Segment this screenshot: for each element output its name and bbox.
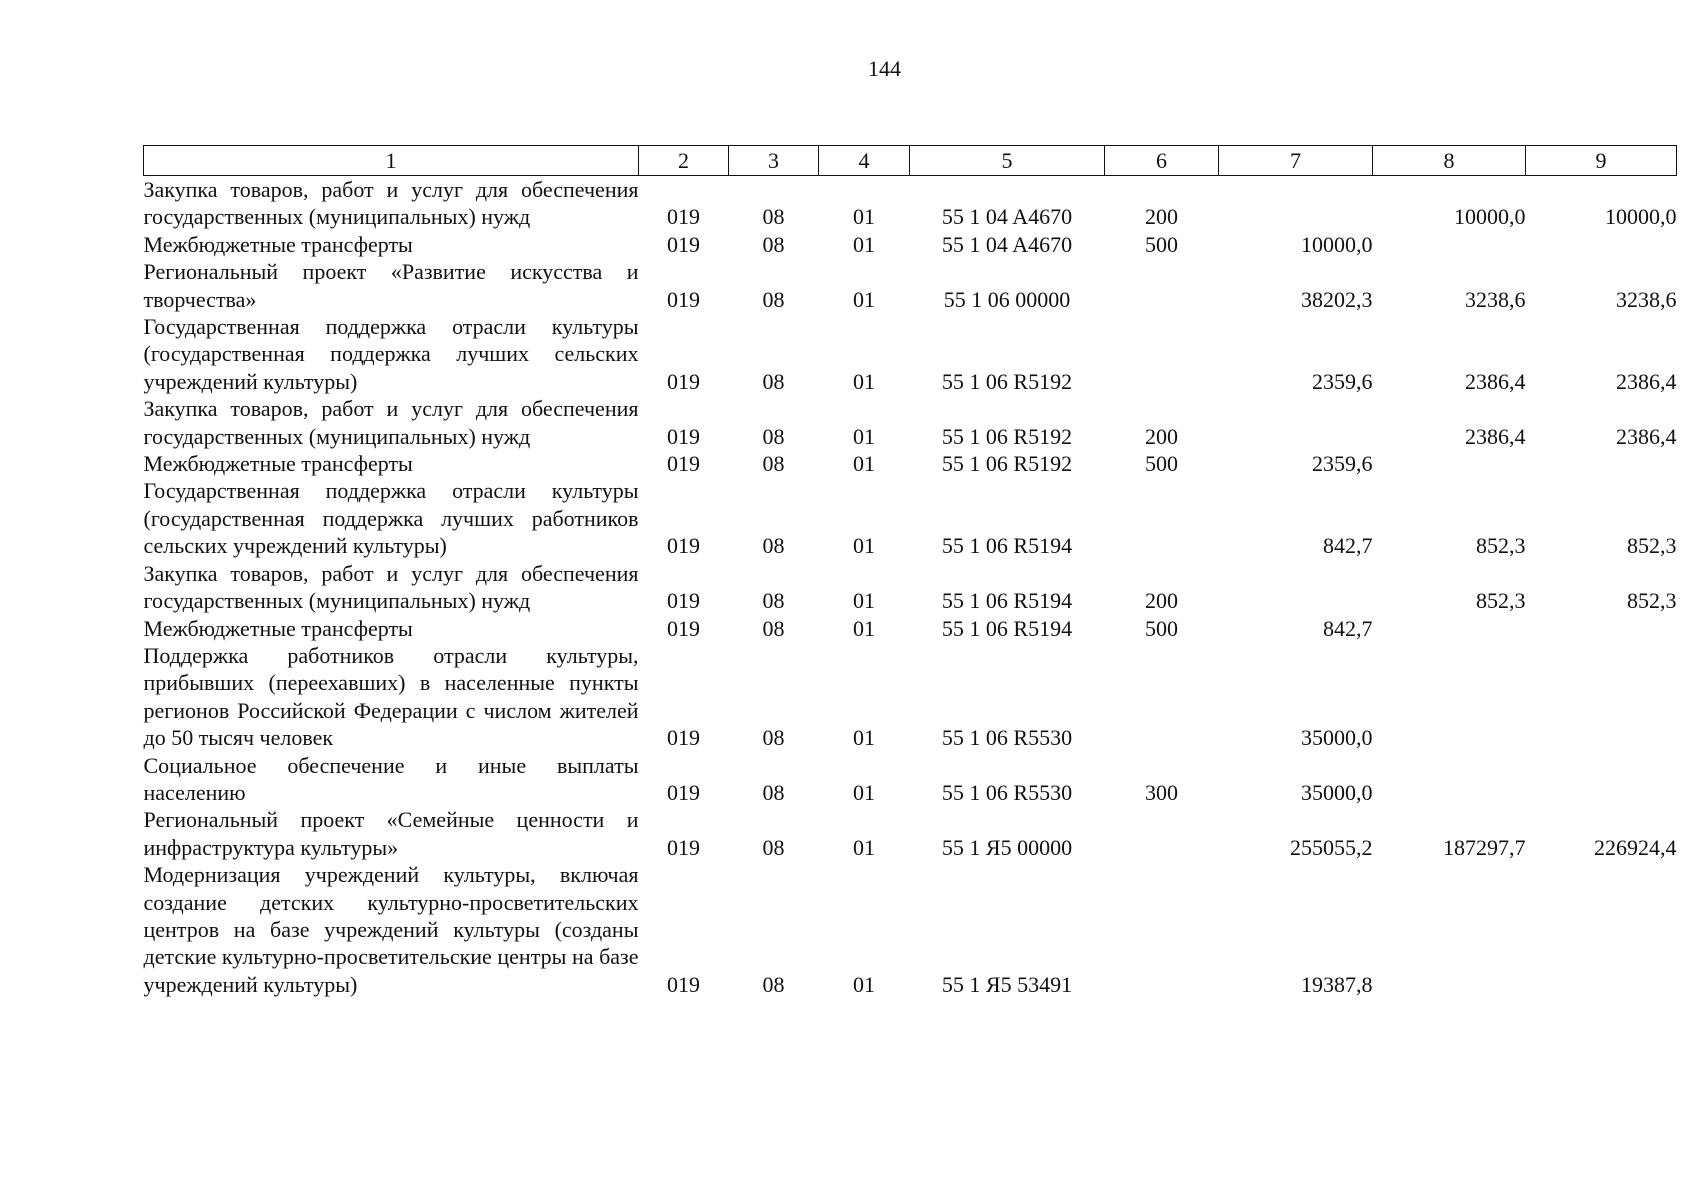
amount-col9 [1526, 615, 1677, 642]
amount-col8 [1373, 231, 1526, 258]
amount-col7: 2359,6 [1312, 451, 1373, 477]
budget-table [143, 145, 1677, 998]
ministry-code: 019 [667, 971, 700, 997]
amount-col7: 842,7 [1323, 533, 1373, 559]
expense-type-code [1105, 477, 1219, 559]
column-header: 2 [639, 146, 729, 176]
target-code: 55 1 Я5 00000 [941, 834, 1073, 860]
amount-col8: 852,3 [1476, 533, 1526, 559]
table-row [144, 395, 1677, 450]
amount-col9 [1526, 450, 1677, 477]
amount-col9 [1526, 861, 1677, 998]
target-code: 55 1 04 A4670 [941, 231, 1073, 257]
amount-col8: 3238,6 [1465, 286, 1526, 312]
subsection-code: 01 [853, 779, 875, 805]
header-row [144, 146, 1677, 176]
section-code: 08 [762, 779, 785, 805]
row-description: Модернизация учреждений культуры, включая создание детских культурно-просветительских центров на базе учреждений культуры (созданы детские культурно-просветительские центры на базе учреждений культуры) [143, 862, 639, 997]
ministry-code: 019 [667, 423, 700, 449]
table-row [144, 806, 1677, 861]
amount-col7 [1219, 176, 1373, 231]
subsection-code: 01 [853, 588, 875, 614]
column-header: 5 [910, 146, 1105, 176]
section-code: 08 [762, 231, 785, 257]
subsection-code: 01 [853, 533, 875, 559]
amount-col8: 2386,4 [1465, 368, 1526, 394]
ministry-code: 019 [667, 533, 700, 559]
row-description: Государственная поддержка отрасли культуры (государственная поддержка лучших сельских учреждений культуры) [143, 314, 639, 394]
row-description: Закупка товаров, работ и услуг для обеспечения государственных (муниципальных) нужд [143, 396, 639, 449]
column-header: 6 [1105, 146, 1219, 176]
row-description: Межбюджетные трансферты [143, 615, 413, 641]
amount-col8 [1373, 615, 1526, 642]
amount-col7: 10000,0 [1301, 231, 1373, 257]
column-header: 1 [144, 146, 639, 176]
target-code: 55 1 06 R5530 [941, 779, 1073, 805]
row-description: Закупка товаров, работ и услуг для обеспечения государственных (муниципальных) нужд [143, 177, 639, 230]
amount-col9 [1526, 642, 1677, 752]
expense-type-code [1105, 806, 1219, 861]
target-code: 55 1 06 R5194 [941, 615, 1073, 641]
amount-col7: 19387,8 [1301, 971, 1373, 997]
ministry-code: 019 [667, 588, 700, 614]
amount-col9 [1526, 752, 1677, 807]
expense-type-code: 200 [1145, 423, 1178, 449]
amount-col9: 2386,4 [1616, 368, 1677, 394]
section-code: 08 [762, 834, 785, 860]
amount-col9: 2386,4 [1616, 423, 1677, 449]
section-code: 08 [762, 423, 785, 449]
amount-col8 [1373, 450, 1526, 477]
page-number: 144 [868, 56, 901, 81]
ministry-code: 019 [667, 834, 700, 860]
section-code: 08 [762, 971, 785, 997]
row-description: Региональный проект «Развитие искусства и творчества» [143, 259, 639, 312]
row-description: Поддержка работников отрасли культуры, прибывших (переехавших) в населенные пункты регионов Российской Федерации с числом жителей до 50 тысяч человек [143, 642, 639, 751]
amount-col9: 852,3 [1627, 533, 1677, 559]
subsection-code: 01 [853, 615, 875, 641]
section-code: 08 [762, 451, 785, 477]
subsection-code: 01 [853, 834, 875, 860]
target-code: 55 1 06 R5192 [941, 423, 1073, 449]
row-description: Межбюджетные трансферты [143, 231, 413, 257]
section-code: 08 [762, 368, 785, 394]
amount-col9: 852,3 [1627, 588, 1677, 614]
amount-col7: 35000,0 [1301, 779, 1373, 805]
column-header: 7 [1219, 146, 1373, 176]
column-header: 8 [1373, 146, 1526, 176]
ministry-code: 019 [667, 286, 700, 312]
target-code: 55 1 06 R5194 [941, 533, 1073, 559]
table-row [144, 477, 1677, 559]
expense-type-code: 500 [1145, 231, 1178, 257]
column-header: 9 [1526, 146, 1677, 176]
target-code: 55 1 Я5 53491 [941, 971, 1073, 997]
subsection-code: 01 [853, 204, 875, 230]
table-row [144, 231, 1677, 258]
ministry-code: 019 [667, 231, 700, 257]
amount-col8 [1373, 642, 1526, 752]
section-code: 08 [762, 286, 785, 312]
target-code: 55 1 06 R5194 [941, 588, 1073, 614]
amount-col8: 852,3 [1476, 588, 1526, 614]
amount-col9: 226924,4 [1594, 834, 1677, 860]
ministry-code: 019 [667, 779, 700, 805]
expense-type-code [1105, 861, 1219, 998]
expense-type-code [1105, 642, 1219, 752]
expense-type-code: 200 [1145, 588, 1178, 614]
row-description: Региональный проект «Семейные ценности и инфраструктура культуры» [143, 807, 639, 860]
table-row [144, 560, 1677, 615]
expense-type-code [1105, 313, 1219, 395]
ministry-code: 019 [667, 615, 700, 641]
subsection-code: 01 [853, 423, 875, 449]
amount-col7 [1219, 395, 1373, 450]
column-header: 3 [729, 146, 819, 176]
column-header: 4 [819, 146, 910, 176]
amount-col7: 35000,0 [1301, 725, 1373, 751]
ministry-code: 019 [667, 204, 700, 230]
table-row [144, 615, 1677, 642]
section-code: 08 [762, 725, 785, 751]
subsection-code: 01 [853, 286, 875, 312]
expense-type-code: 300 [1145, 779, 1178, 805]
section-code: 08 [762, 204, 785, 230]
target-code: 55 1 06 00000 [943, 286, 1071, 312]
row-description: Закупка товаров, работ и услуг для обеспечения государственных (муниципальных) нужд [143, 560, 639, 614]
section-code: 08 [762, 533, 785, 559]
table-row [144, 450, 1677, 477]
table-row [144, 861, 1677, 998]
amount-col9: 3238,6 [1616, 286, 1677, 312]
subsection-code: 01 [853, 725, 875, 751]
amount-col8: 187297,7 [1443, 834, 1526, 860]
amount-col9 [1526, 231, 1677, 258]
amount-col8 [1373, 861, 1526, 998]
subsection-code: 01 [853, 368, 875, 394]
amount-col8: 10000,0 [1454, 204, 1526, 230]
row-description: Государственная поддержка отрасли культуры (государственная поддержка лучших работников сельских учреждений культуры) [143, 478, 639, 559]
expense-type-code: 200 [1145, 204, 1178, 230]
ministry-code: 019 [667, 368, 700, 394]
amount-col7: 38202,3 [1301, 286, 1373, 312]
amount-col7: 2359,6 [1312, 368, 1373, 394]
table-row [144, 752, 1677, 807]
table-row [144, 313, 1677, 395]
subsection-code: 01 [853, 451, 875, 477]
subsection-code: 01 [853, 231, 875, 257]
amount-col8: 2386,4 [1465, 423, 1526, 449]
ministry-code: 019 [667, 725, 700, 751]
amount-col8 [1373, 752, 1526, 807]
table-row [144, 176, 1677, 231]
target-code: 55 1 06 R5192 [941, 451, 1073, 477]
expense-type-code: 500 [1145, 451, 1178, 477]
amount-col7: 842,7 [1323, 615, 1373, 641]
expense-type-code [1105, 258, 1219, 313]
target-code: 55 1 06 R5530 [941, 725, 1073, 751]
row-description: Социальное обеспечение и иные выплаты населению [143, 752, 639, 805]
amount-col7: 255055,2 [1290, 834, 1373, 860]
table-row [144, 258, 1677, 313]
amount-col9: 10000,0 [1605, 204, 1677, 230]
section-code: 08 [762, 615, 785, 641]
table-row [144, 642, 1677, 752]
ministry-code: 019 [667, 451, 700, 477]
expense-type-code: 500 [1145, 615, 1178, 641]
amount-col7 [1219, 560, 1373, 615]
target-code: 55 1 06 R5192 [941, 368, 1073, 394]
row-description: Межбюджетные трансферты [143, 451, 413, 477]
section-code: 08 [762, 588, 785, 614]
target-code: 55 1 04 A4670 [941, 204, 1073, 230]
subsection-code: 01 [853, 971, 875, 997]
